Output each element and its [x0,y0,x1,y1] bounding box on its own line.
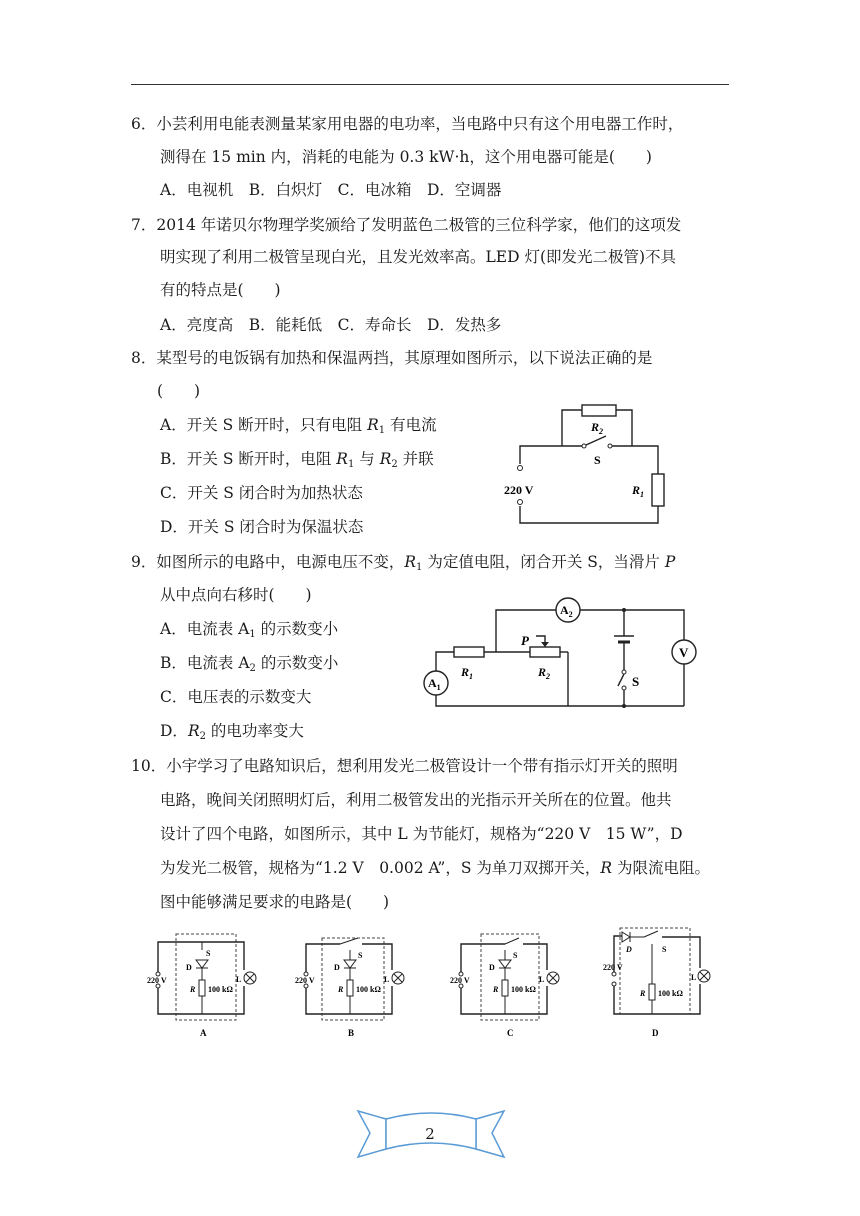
figure-letter: C [507,1028,514,1038]
q7-line1: 7．2014 年诺贝尔物理学奖颁给了发明蓝色二极管的三位科学家，他们的这项发 [131,216,682,234]
q9-option-c: C．电压表的示数变大 [160,688,312,706]
svg-text:L: L [691,973,697,982]
q10-circuit-c [447,930,567,1042]
page-number: 2 [425,1125,435,1143]
rheostat-r2 [530,647,560,657]
svg-text:S: S [662,945,667,954]
q10-line3: 设计了四个电路，如图所示，其中 L 为节能灯，规格为“220 V 15 W”，D [160,825,683,843]
svg-text:R2: $R_2$ [538,665,551,681]
q10-line4: 为发光二极管，规格为“1.2 V 0.002 A”，S 为单刀双掷开关，R 为限流电阻。 [160,859,710,877]
svg-text:220 V: 220 V [147,976,167,985]
svg-text:100 kΩ: 100 kΩ [356,985,381,994]
q7-line2: 明实现了利用二极管呈现白光，且发光效率高。LED 灯(即发光二极管)不具 [160,248,677,266]
q8-option-b: B．开关 S 断开时，电阻 $R_1$ 与 $R_2$ 并联 [160,450,434,470]
resistor-r1 [454,647,484,657]
svg-text:L: L [236,975,242,984]
svg-text:S: S [358,951,363,960]
terminal-bottom [518,500,523,505]
q9-circuit-diagram [418,596,710,714]
svg-text:D: D [626,945,632,954]
led-icon [344,960,356,968]
switch-s [618,674,624,686]
q6-line2: 测得在 15 min 内，消耗的电能为 0.3 kW·h，这个用电器可能是( ) [160,148,652,166]
q8-line1: 8．某型号的电饭锅有加热和保温两挡，其原理如图所示，以下说法正确的是 [131,349,653,367]
q7-line3: 有的特点是( ) [160,281,281,299]
svg-text:R: R [493,985,499,994]
r1-label: $R_1$ [632,483,645,499]
q10-circuit-b [292,930,412,1042]
figure-letter: A [200,1028,207,1038]
q8-circuit-diagram [496,402,676,532]
q6-options: A．电视机 B．白炽灯 C．电冰箱 D．空调器 [160,181,502,199]
q10-line2: 电路，晚间关闭照明灯后，利用二极管发出的光指示开关所在的位置。他共 [160,791,672,809]
q10-circuit-a [144,930,264,1042]
svg-text:A1: $A_1$ [428,676,441,692]
switch-label: S [594,453,601,467]
svg-text:220 V: 220 V [450,976,470,985]
svg-text:V: V [679,645,689,660]
q10-circuit-d [600,922,716,1042]
svg-text:100 kΩ: 100 kΩ [208,985,233,994]
svg-text:D: D [489,963,495,972]
q8-option-c: C．开关 S 闭合时为加热状态 [160,484,363,502]
figure-letter: D [652,1028,659,1038]
svg-text:R: R [640,989,646,998]
svg-text:S: S [513,951,518,960]
svg-text:L: L [384,975,390,984]
slider-p [541,642,549,647]
svg-text:D: D [334,963,340,972]
q10-line1: 10．小宇学习了电路知识后，想利用发光二极管设计一个带有指示灯开关的照明 [131,757,678,775]
svg-text:R1: $R_1$ [461,665,474,681]
svg-text:R: R [190,985,196,994]
q10-line5: 图中能够满足要求的电路是( ) [160,893,390,911]
svg-text:L: L [539,975,545,984]
resistor-r1 [652,474,664,506]
r2-label: $R_2$ [591,420,604,436]
svg-text:P: P [521,633,529,648]
q9-line1: 9．如图所示的电路中，电源电压不变，$R_1$ 为定值电阻，闭合开关 S，当滑片 P [131,553,676,573]
svg-text:220 V: 220 V [603,963,623,972]
terminal-top [518,466,523,471]
q8-option-d: D．开关 S 闭合时为保温状态 [160,518,364,536]
switch-s [586,436,606,445]
q9-option-a: A．电流表 $A_1$ 的示数变小 [160,620,339,640]
svg-text:R: R [338,985,344,994]
q8-option-a: A．开关 S 断开时，只有电阻 $R_1$ 有电流 [160,416,437,436]
q9-option-b: B．电流表 $A_2$ 的示数变小 [160,654,339,674]
figure-letter: B [348,1028,355,1038]
q9-option-d: D．$R_2$ 的电功率变大 [160,722,304,742]
q6-line1: 6．小芸利用电能表测量某家用电器的电功率，当电路中只有这个用电器工作时， [131,115,684,133]
led-icon [499,960,511,968]
voltage-label: 220 V [504,483,534,497]
led-icon [196,960,208,968]
svg-text:S: S [632,674,640,689]
svg-text:A2: $A_2$ [560,603,573,619]
header-rule [131,84,729,85]
q8-line2: ( ) [157,382,201,400]
svg-text:220 V: 220 V [295,976,315,985]
svg-text:100 kΩ: 100 kΩ [658,989,683,998]
svg-text:100 kΩ: 100 kΩ [511,985,536,994]
q9-line2: 从中点向右移时( ) [160,586,312,604]
led-icon [622,932,630,942]
svg-text:D: D [186,963,192,972]
q7-options: A．亮度高 B．能耗低 C．寿命长 D．发热多 [160,316,502,334]
svg-text:S: S [206,949,211,958]
resistor-r2 [582,405,616,416]
